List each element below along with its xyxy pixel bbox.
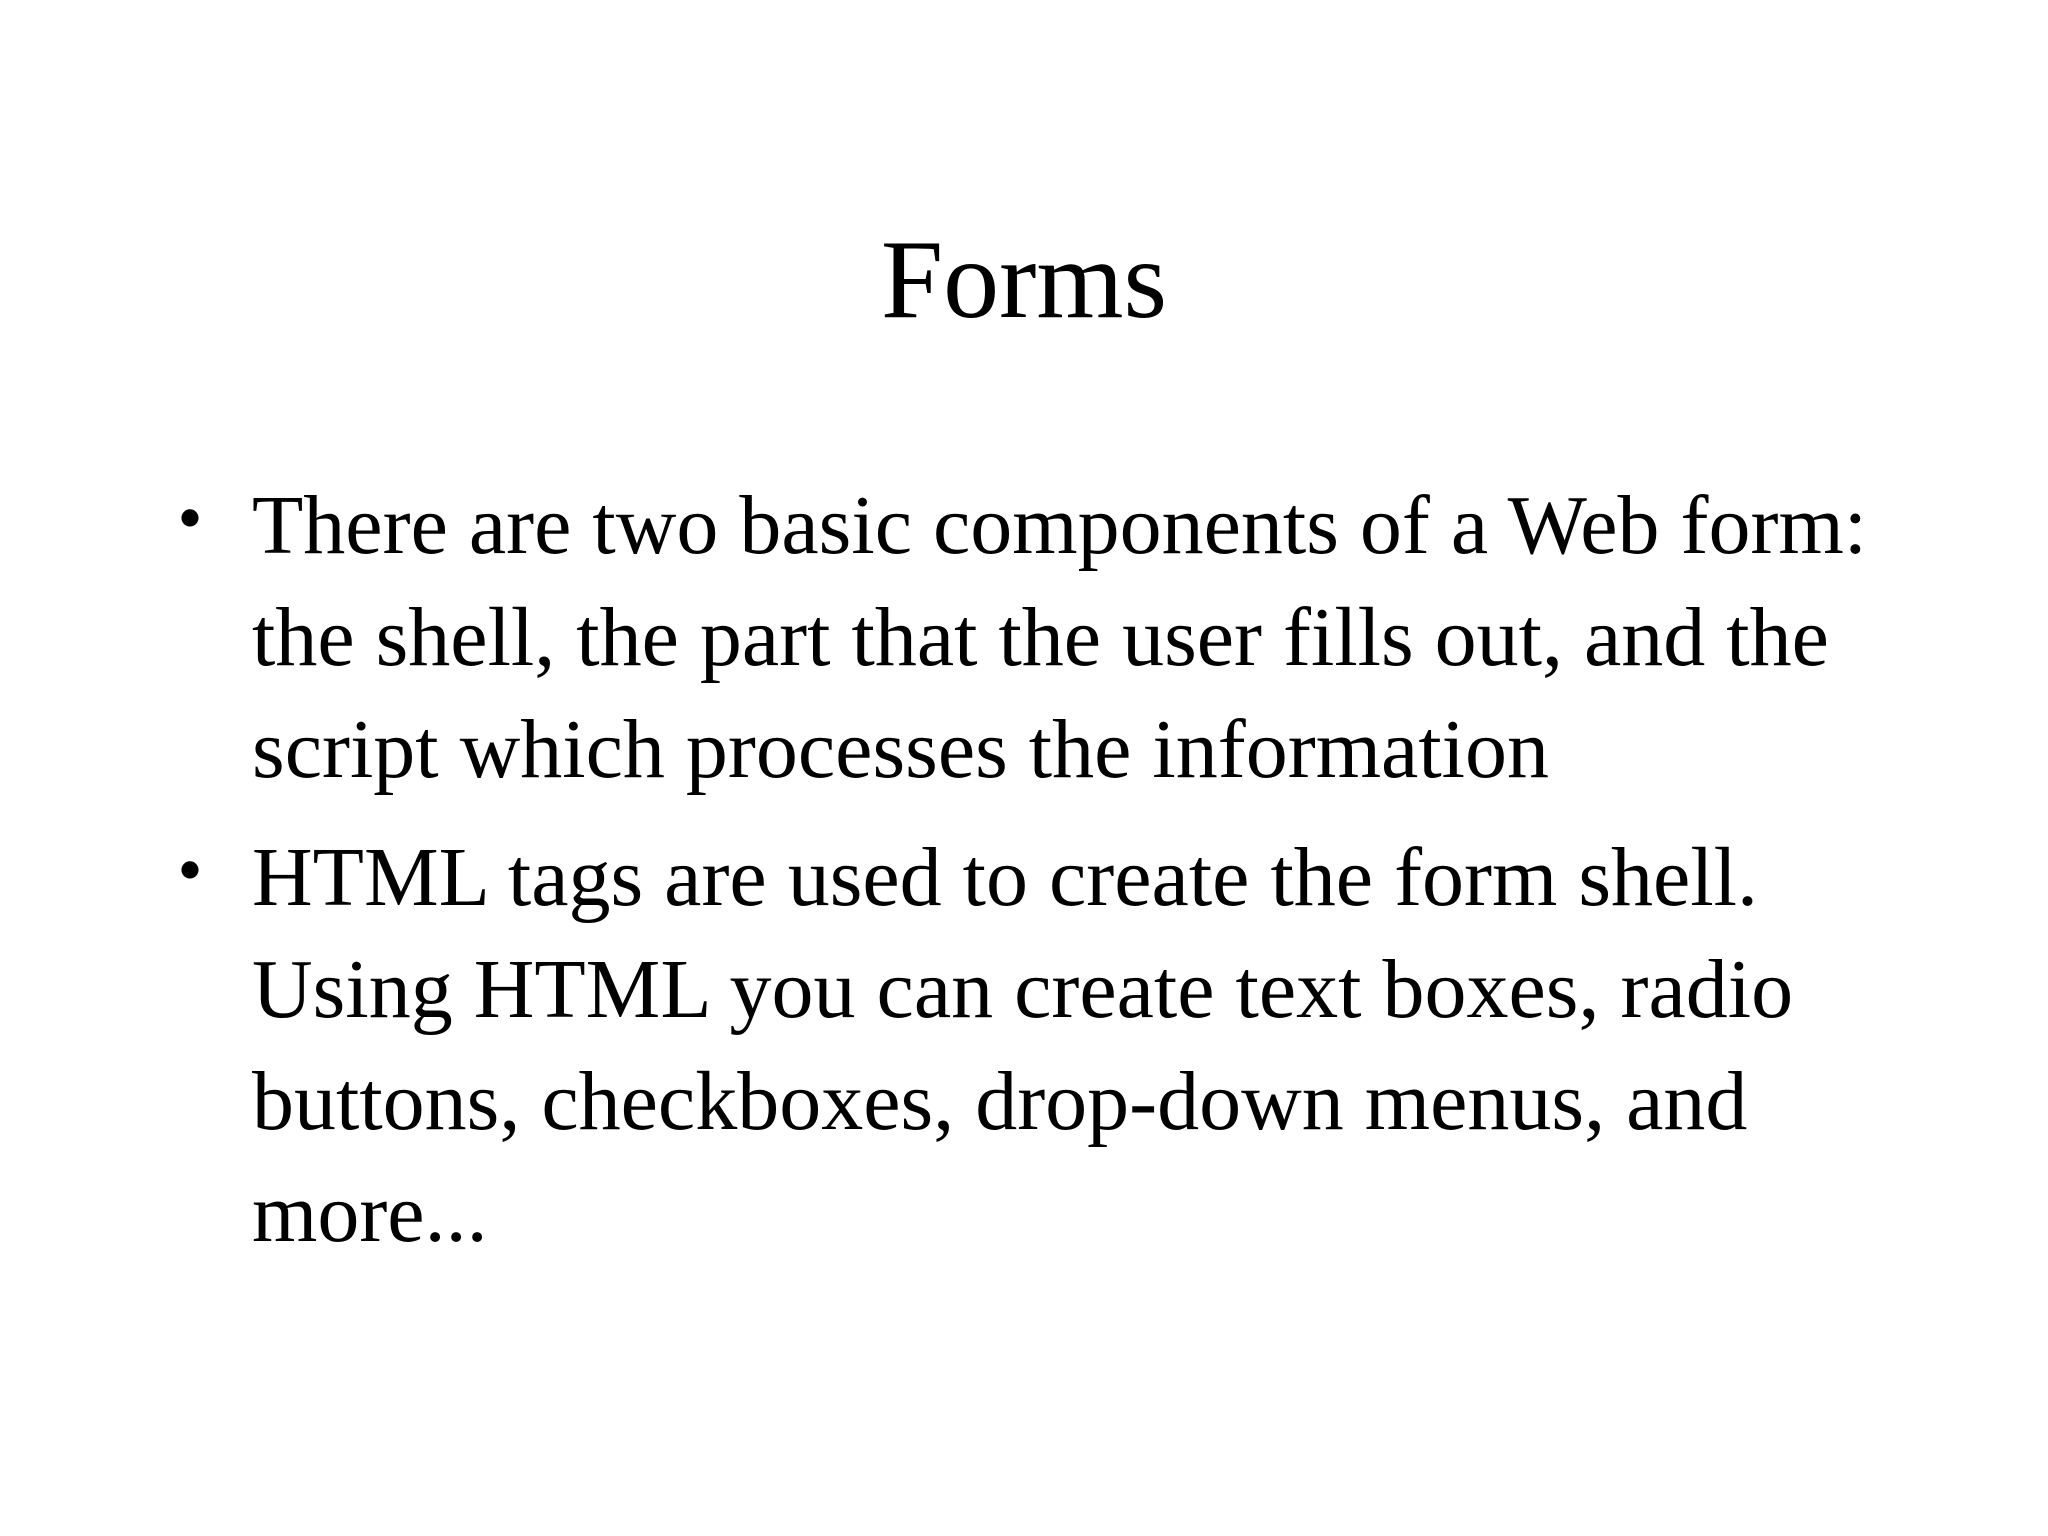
slide-title: Forms [880,218,1168,342]
bullet-text: HTML tags are used to create the form shell. Using HTML you can create text boxes, radio buttons, checkboxes, drop-down menus, and more... [252,831,1794,1260]
bullet-marker: • [177,478,203,558]
bullet-item [160,470,1880,806]
bullet-list [160,470,1880,1286]
bullet-text: There are two basic components of a Web form: the shell, the part that the user fills out, and the script which processes the information [252,479,1868,796]
bullet-marker: • [177,830,203,910]
bullet-item [160,822,1880,1270]
